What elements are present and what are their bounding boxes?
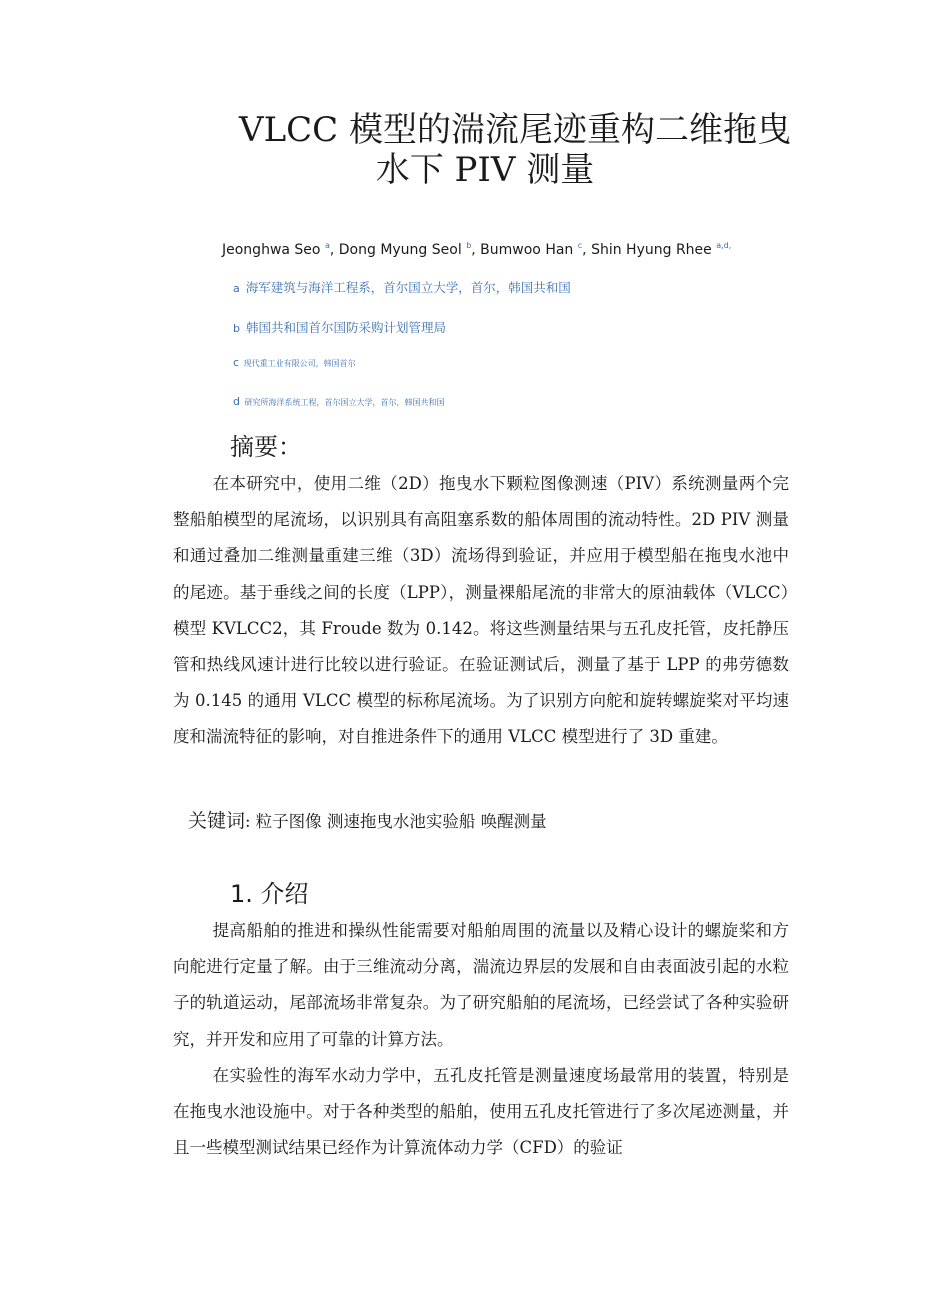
author-name: Shin Hyung Rhee bbox=[591, 242, 712, 258]
author-affiliation-mark: a bbox=[324, 241, 330, 250]
author-name: Jeonghwa Seo bbox=[222, 242, 321, 258]
abstract-text: 在本研究中，使用二维（2D）拖曳水下颗粒图像测速（PIV）系统测量两个完整船舶模型的尾流场，以识别具有高阻塞系数的船体周围的流动特性。2D PIV 测量和通过叠加二维测量重建三维（3D）流场得到验证，并应用于模型船在拖曳水池中的尾迹。基于垂线之间的长度（LPP），测量裸船尾流的非常大的原油载体（VLCC）模型 KVLCC2，其 Froude 数为 0.142。将这些测量结果与五孔皮托管，皮托静压管和热线风速计进行比较以进行验证。在验证测试后，测量了基于 LPP 的弗劳德数为 0.145 的通用 VLCC 模型的标称尾流场。为了识别方向舵和旋转螺旋桨对平均速度和湍流特征的影响，对自推进条件下的通用 VLCC 模型进行了 3D 重建。 bbox=[173, 474, 789, 747]
paper-title-line-2: 水下 PIV 测量 bbox=[375, 150, 595, 190]
affiliation-marker: b bbox=[233, 322, 240, 335]
keywords-value: 粒子图像 测速拖曳水池实验船 唤醒测量 bbox=[255, 812, 547, 831]
affiliation-marker: d bbox=[233, 395, 240, 408]
abstract-heading: 摘要： bbox=[230, 433, 302, 461]
affiliation-c bbox=[233, 356, 356, 369]
author-affiliation-mark: a,d, bbox=[716, 241, 732, 250]
affiliation-d bbox=[233, 395, 445, 408]
author-list bbox=[222, 241, 731, 258]
affiliation-marker: a bbox=[233, 282, 240, 295]
affiliation-a bbox=[233, 278, 571, 296]
keywords-line bbox=[188, 806, 547, 833]
author-name: Bumwoo Han bbox=[480, 242, 574, 258]
keywords-colon: : bbox=[245, 812, 251, 831]
affiliation-text: 现代重工业有限公司，韩国首尔 bbox=[243, 359, 356, 368]
author-affiliation-mark: c bbox=[577, 241, 583, 250]
author-name: Dong Myung Seol bbox=[338, 242, 462, 258]
paper-title-line-1: VLCC 模型的湍流尾迹重构二维拖曳 bbox=[239, 110, 791, 150]
keywords-label: 关键词 bbox=[188, 810, 246, 832]
author-separator: , bbox=[471, 242, 481, 258]
affiliation-text: 海军建筑与海洋工程系，首尔国立大学，首尔，韩国共和国 bbox=[245, 280, 571, 295]
author-separator: , bbox=[582, 242, 592, 258]
affiliation-b bbox=[233, 318, 446, 336]
author-separator: , bbox=[329, 242, 339, 258]
affiliation-text: 韩国共和国首尔国防采购计划管理局 bbox=[245, 320, 446, 335]
affiliation-marker: c bbox=[233, 356, 240, 369]
section-heading-introduction: 1. 介绍 bbox=[230, 880, 309, 908]
author-affiliation-mark: b bbox=[466, 241, 472, 250]
intro-paragraph-1: 提高船舶的推进和操纵性能需要对船舶周围的流量以及精心设计的螺旋桨和方向舵进行定量了解。由于三维流动分离，湍流边界层的发展和自由表面波引起的水粒子的轨道运动，尾部流场非常复杂。为了研究船舶的尾流场，已经尝试了各种实验研究，并开发和应用了可靠的计算方法。 bbox=[173, 921, 789, 1049]
intro-paragraph-2: 在实验性的海军水动力学中，五孔皮托管是测量速度场最常用的装置，特别是在拖曳水池设施中。对于各种类型的船舶，使用五孔皮托管进行了多次尾迹测量，并且一些模型测试结果已经作为计算流体动力学（CFD）的验证 bbox=[173, 1066, 789, 1158]
affiliation-text: 研究所海洋系统工程，首尔国立大学，首尔，韩国共和国 bbox=[244, 398, 445, 407]
